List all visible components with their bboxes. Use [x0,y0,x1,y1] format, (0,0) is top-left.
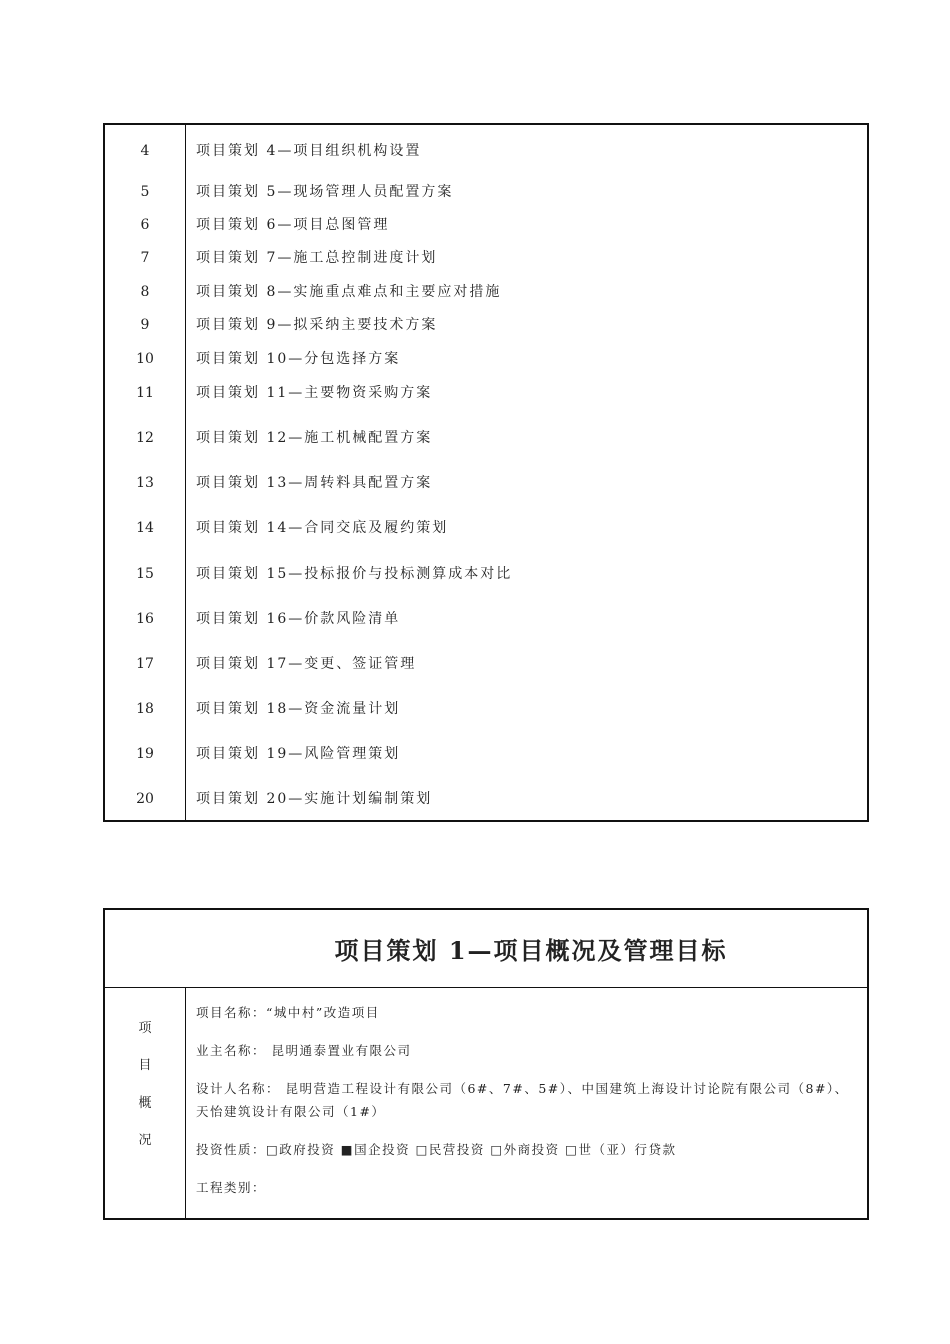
investment-type: 投资性质：□政府投资 ■国企投资 □民营投资 □外商投资 □世（亚）行贷款 [196,1142,677,1157]
overview-title: 项目策划 1—项目概况及管理目标 [334,936,728,965]
toc-row-text: 项目策划 19—风险管理策划 [196,746,401,762]
toc-row-number: 11 [136,385,154,401]
toc-row [105,562,867,586]
toc-row [105,742,867,766]
toc-row [105,381,867,405]
designer-name-line1: 设计人名称： 昆明营造工程设计有限公司（6#、7#、5#）、中国建筑上海设计讨论院有限公司（8#）、 [196,1081,849,1096]
toc-row-number: 15 [136,566,154,582]
toc-row-text: 项目策划 18—资金流量计划 [196,701,401,717]
toc-row [105,426,867,450]
toc-row-number: 5 [140,184,150,200]
owner-name: 业主名称： 昆明通泰置业有限公司 [196,1043,412,1058]
toc-row-number: 19 [136,746,154,762]
toc-row-number: 9 [140,317,150,333]
toc-row-text: 项目策划 4—项目组织机构设置 [196,143,422,159]
toc-row-number: 20 [136,791,154,807]
toc-row-text: 项目策划 7—施工总控制进度计划 [196,250,438,266]
toc-row-number: 10 [136,351,154,367]
toc-row-number: 14 [136,520,154,536]
side-label-char: 目 [138,1058,152,1073]
column-divider [185,987,186,1218]
toc-row-number: 17 [136,656,154,672]
overview-title-cell [105,910,867,988]
toc-row-number: 13 [136,475,154,491]
toc-row-text: 项目策划 6—项目总图管理 [196,217,390,233]
toc-row-text: 项目策划 14—合同交底及履约策划 [196,520,449,536]
side-label [105,987,185,1218]
toc-row-text: 项目策划 17—变更、签证管理 [196,656,417,672]
toc-row [105,213,867,237]
toc-row [105,787,867,811]
toc-row-number: 16 [136,611,154,627]
toc-row [105,280,867,304]
toc-row-text: 项目策划 15—投标报价与投标测算成本对比 [196,566,513,582]
toc-row-number: 7 [140,250,150,266]
toc-row-text: 项目策划 16—价款风险清单 [196,611,401,627]
toc-row-text: 项目策划 13—周转料具配置方案 [196,475,433,491]
toc-row [105,471,867,495]
toc-row-text: 项目策划 9—拟采纳主要技术方案 [196,317,438,333]
toc-row [105,313,867,337]
toc-row-text: 项目策划 5—现场管理人员配置方案 [196,184,454,200]
project-category: 工程类别： [196,1180,267,1195]
toc-row-number: 6 [140,217,150,233]
toc-row-text: 项目策划 8—实施重点难点和主要应对措施 [196,284,502,300]
toc-row [105,697,867,721]
toc-row [105,516,867,540]
toc-row-number: 4 [140,143,150,159]
toc-row-text: 项目策划 20—实施计划编制策划 [196,791,433,807]
toc-row [105,246,867,270]
toc-row [105,607,867,631]
toc-row-number: 8 [140,284,150,300]
side-label-char: 概 [138,1096,152,1111]
side-label-char: 况 [138,1133,152,1148]
toc-row-text: 项目策划 11—主要物资采购方案 [196,385,433,401]
toc-row [105,139,867,163]
toc-row [105,347,867,371]
toc-table [103,123,869,822]
designer-name-line2: 天怡建筑设计有限公司（1#） [196,1104,386,1119]
toc-row-text: 项目策划 12—施工机械配置方案 [196,430,433,446]
toc-row [105,652,867,676]
toc-row [105,180,867,204]
side-label-char: 项 [138,1021,152,1036]
overview-table [103,908,869,1220]
toc-row-number: 18 [136,701,154,717]
project-name: 项目名称：“城中村”改造项目 [196,1005,380,1020]
toc-row-text: 项目策划 10—分包选择方案 [196,351,401,367]
toc-row-number: 12 [136,430,154,446]
